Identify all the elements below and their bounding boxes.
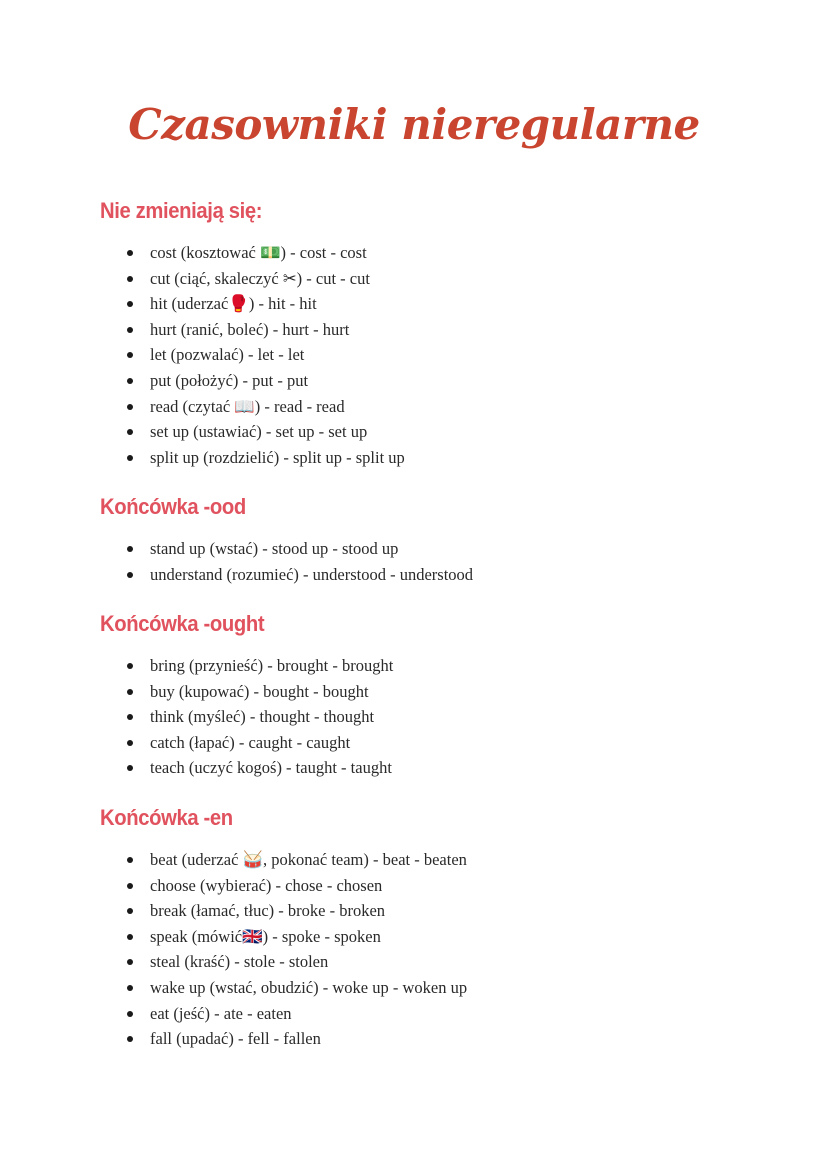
bullet-icon xyxy=(127,1036,133,1042)
list-item xyxy=(100,419,760,445)
bullet-icon xyxy=(127,959,133,965)
list-item-text: speak (mówić🇬🇧) - spoke - spoken xyxy=(150,926,381,946)
section-heading: Końcówka -ood xyxy=(100,494,246,519)
section-heading: Końcówka -en xyxy=(100,805,233,830)
list-item xyxy=(100,898,760,924)
bullet-icon xyxy=(127,985,133,991)
verb-list xyxy=(100,653,760,781)
bullet-icon xyxy=(127,663,133,669)
list-item xyxy=(100,394,760,420)
bullet-icon xyxy=(127,378,133,384)
bullet-icon xyxy=(127,908,133,914)
page-title: Czasowniki nieregularne xyxy=(128,100,700,149)
list-item-text: fall (upadać) - fell - fallen xyxy=(150,1029,321,1049)
list-item xyxy=(100,755,760,781)
list-item-text: wake up (wstać, obudzić) - woke up - woken up xyxy=(150,977,468,997)
list-item xyxy=(100,704,760,730)
verb-list xyxy=(100,240,760,470)
bullet-icon xyxy=(127,740,133,746)
bullet-icon xyxy=(127,352,133,358)
list-item-text: understand (rozumieć) - understood - understood xyxy=(150,564,474,584)
bullet-icon xyxy=(127,689,133,695)
section-ood xyxy=(100,492,760,587)
list-item-text: steal (kraść) - stole - stolen xyxy=(150,952,329,972)
list-item-text: think (myśleć) - thought - thought xyxy=(150,707,375,727)
list-item-text: set up (ustawiać) - set up - set up xyxy=(150,422,368,442)
bullet-icon xyxy=(127,404,133,410)
list-item-text: catch (łapać) - caught - caught xyxy=(150,732,351,752)
list-item xyxy=(100,536,760,562)
list-item-text: put (położyć) - put - put xyxy=(150,370,309,390)
bullet-icon xyxy=(127,455,133,461)
list-item xyxy=(100,291,760,317)
bullet-icon xyxy=(127,714,133,720)
list-item xyxy=(100,368,760,394)
list-item-text: eat (jeść) - ate - eaten xyxy=(150,1003,292,1023)
list-item-text: hurt (ranić, boleć) - hurt - hurt xyxy=(150,319,350,339)
list-item-text: split up (rozdzielić) - split up - split up xyxy=(150,447,405,467)
list-item xyxy=(100,730,760,756)
list-item-text: let (pozwalać) - let - let xyxy=(150,345,305,365)
section-ought xyxy=(100,609,760,781)
list-item-text: cost (kosztować 💵) - cost - cost xyxy=(150,243,367,262)
section-en xyxy=(100,803,760,1052)
list-item xyxy=(100,562,760,588)
list-item-text: break (łamać, tłuc) - broke - broken xyxy=(150,901,386,921)
bullet-icon xyxy=(127,301,133,307)
bullet-icon xyxy=(127,765,133,771)
bullet-icon xyxy=(127,883,133,889)
bullet-icon xyxy=(127,276,133,282)
list-item-text: beat (uderzać 🥁, pokonać team) - beat - beaten xyxy=(150,850,467,869)
list-item-text: cut (ciąć, skaleczyć ✂) - cut - cut xyxy=(150,268,370,288)
bullet-icon xyxy=(127,546,133,552)
bullet-icon xyxy=(127,934,133,940)
list-item-text: buy (kupować) - bought - bought xyxy=(150,681,369,701)
section-unchanged xyxy=(100,196,760,470)
list-item xyxy=(100,975,760,1001)
bullet-icon xyxy=(127,429,133,435)
bullet-icon xyxy=(127,327,133,333)
list-item xyxy=(100,240,760,266)
list-item xyxy=(100,873,760,899)
bullet-icon xyxy=(127,857,133,863)
list-item-text: teach (uczyć kogoś) - taught - taught xyxy=(150,758,392,778)
bullet-icon xyxy=(127,1011,133,1017)
list-item-text: hit (uderzać🥊) - hit - hit xyxy=(150,294,317,314)
list-item xyxy=(100,1026,760,1052)
list-item xyxy=(100,1001,760,1027)
list-item xyxy=(100,317,760,343)
list-item-text: choose (wybierać) - chose - chosen xyxy=(150,875,383,895)
bullet-icon xyxy=(127,572,133,578)
section-heading: Końcówka -ought xyxy=(100,611,265,636)
list-item xyxy=(100,924,760,950)
list-item-text: read (czytać 📖) - read - read xyxy=(150,396,345,416)
verb-list xyxy=(100,536,760,587)
list-item xyxy=(100,847,760,873)
list-item xyxy=(100,266,760,292)
list-item-text: bring (przynieść) - brought - brought xyxy=(150,656,394,675)
list-item-text: stand up (wstać) - stood up - stood up xyxy=(150,539,399,558)
section-heading: Nie zmieniają się: xyxy=(100,198,263,223)
list-item xyxy=(100,342,760,368)
list-item xyxy=(100,445,760,471)
list-item xyxy=(100,653,760,679)
verb-list xyxy=(100,847,760,1052)
bullet-icon xyxy=(127,250,133,256)
list-item xyxy=(100,679,760,705)
list-item xyxy=(100,949,760,975)
